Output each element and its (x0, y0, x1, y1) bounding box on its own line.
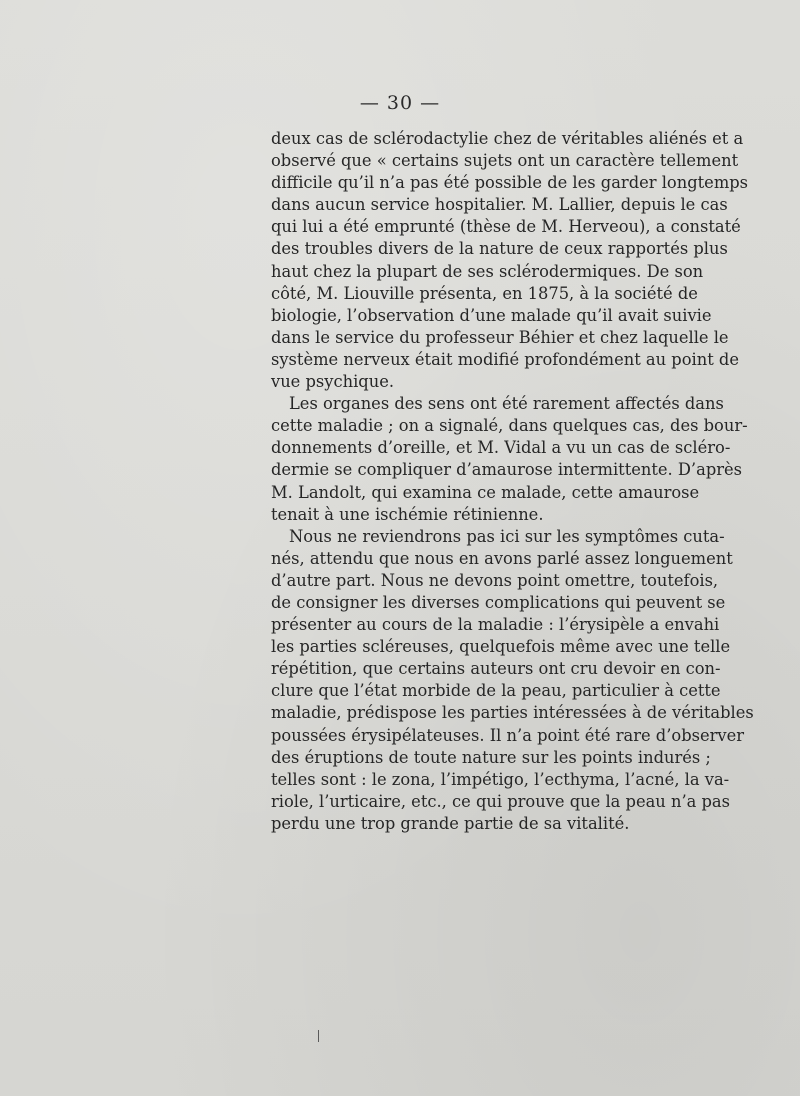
text-line: haut chez la plupart de ses sclérodermiques. De son (271, 261, 704, 281)
body-text (271, 128, 754, 835)
text-line: des troubles divers de la nature de ceux rapportés plus (271, 239, 728, 259)
text-line: riole, l’urticaire, etc., ce qui prouve que la peau n’a pas (271, 791, 730, 811)
text-line: donnements d’oreille, et M. Vidal a vu un cas de scléro- (271, 438, 731, 458)
text-line: qui lui a été emprunté (thèse de M. Herveou), a constaté (271, 217, 741, 237)
text-line: perdu une trop grande partie de sa vitalité. (271, 813, 630, 833)
text-line: d’autre part. Nous ne devons point omettre, toutefois, (271, 570, 719, 590)
text-line: Les organes des sens ont été rarement affectés dans (289, 394, 724, 414)
text-line: système nerveux était modifié profondément au point de (271, 349, 739, 369)
text-line: maladie, prédispose les parties intéressées à de véritables (271, 703, 754, 723)
text-line: tenait à une ischémie rétinienne. (271, 504, 544, 524)
text-line: les parties scléreuses, quelquefois même avec une telle (271, 637, 731, 657)
stray-ink-mark (318, 1030, 319, 1042)
text-line: présenter au cours de la maladie : l’érysipèle a envahi (271, 615, 720, 635)
page-number: — 30 — (359, 92, 441, 114)
text-line: dermie se compliquer d’amaurose intermittente. D’après (271, 460, 743, 480)
text-line: clure que l’état morbide de la peau, particulier à cette (271, 681, 721, 701)
text-line: difficile qu’il n’a pas été possible de les garder longtemps (271, 173, 749, 193)
text-line: dans aucun service hospitalier. M. Lallier, depuis le cas (271, 195, 728, 215)
text-line: dans le service du professeur Béhier et chez laquelle le (271, 327, 729, 347)
text-line: côté, M. Liouville présenta, en 1875, à la société de (271, 283, 698, 303)
text-line: biologie, l’observation d’une malade qu’il avait suivie (271, 305, 712, 325)
text-line: répétition, que certains auteurs ont cru devoir en con- (271, 659, 721, 679)
text-line: Nous ne reviendrons pas ici sur les symptômes cuta- (289, 526, 725, 546)
text-line: vue psychique. (271, 372, 394, 392)
text-line: poussées érysipélateuses. Il n’a point été rare d’observer (271, 725, 745, 745)
text-line: des éruptions de toute nature sur les points indurés ; (271, 747, 711, 767)
text-line: nés, attendu que nous en avons parlé assez longuement (271, 548, 733, 568)
text-line: deux cas de sclérodactylie chez de véritables aliénés et a (271, 129, 744, 148)
text-line: cette maladie ; on a signalé, dans quelques cas, des bour- (271, 416, 748, 436)
text-line: M. Landolt, qui examina ce malade, cette amaurose (271, 482, 700, 502)
text-line: telles sont : le zona, l’impétigo, l’ecthyma, l’acné, la va- (271, 769, 730, 789)
text-line: observé que « certains sujets ont un caractère tellement (271, 151, 739, 171)
text-line: de consigner les diverses complications qui peuvent se (271, 592, 726, 612)
